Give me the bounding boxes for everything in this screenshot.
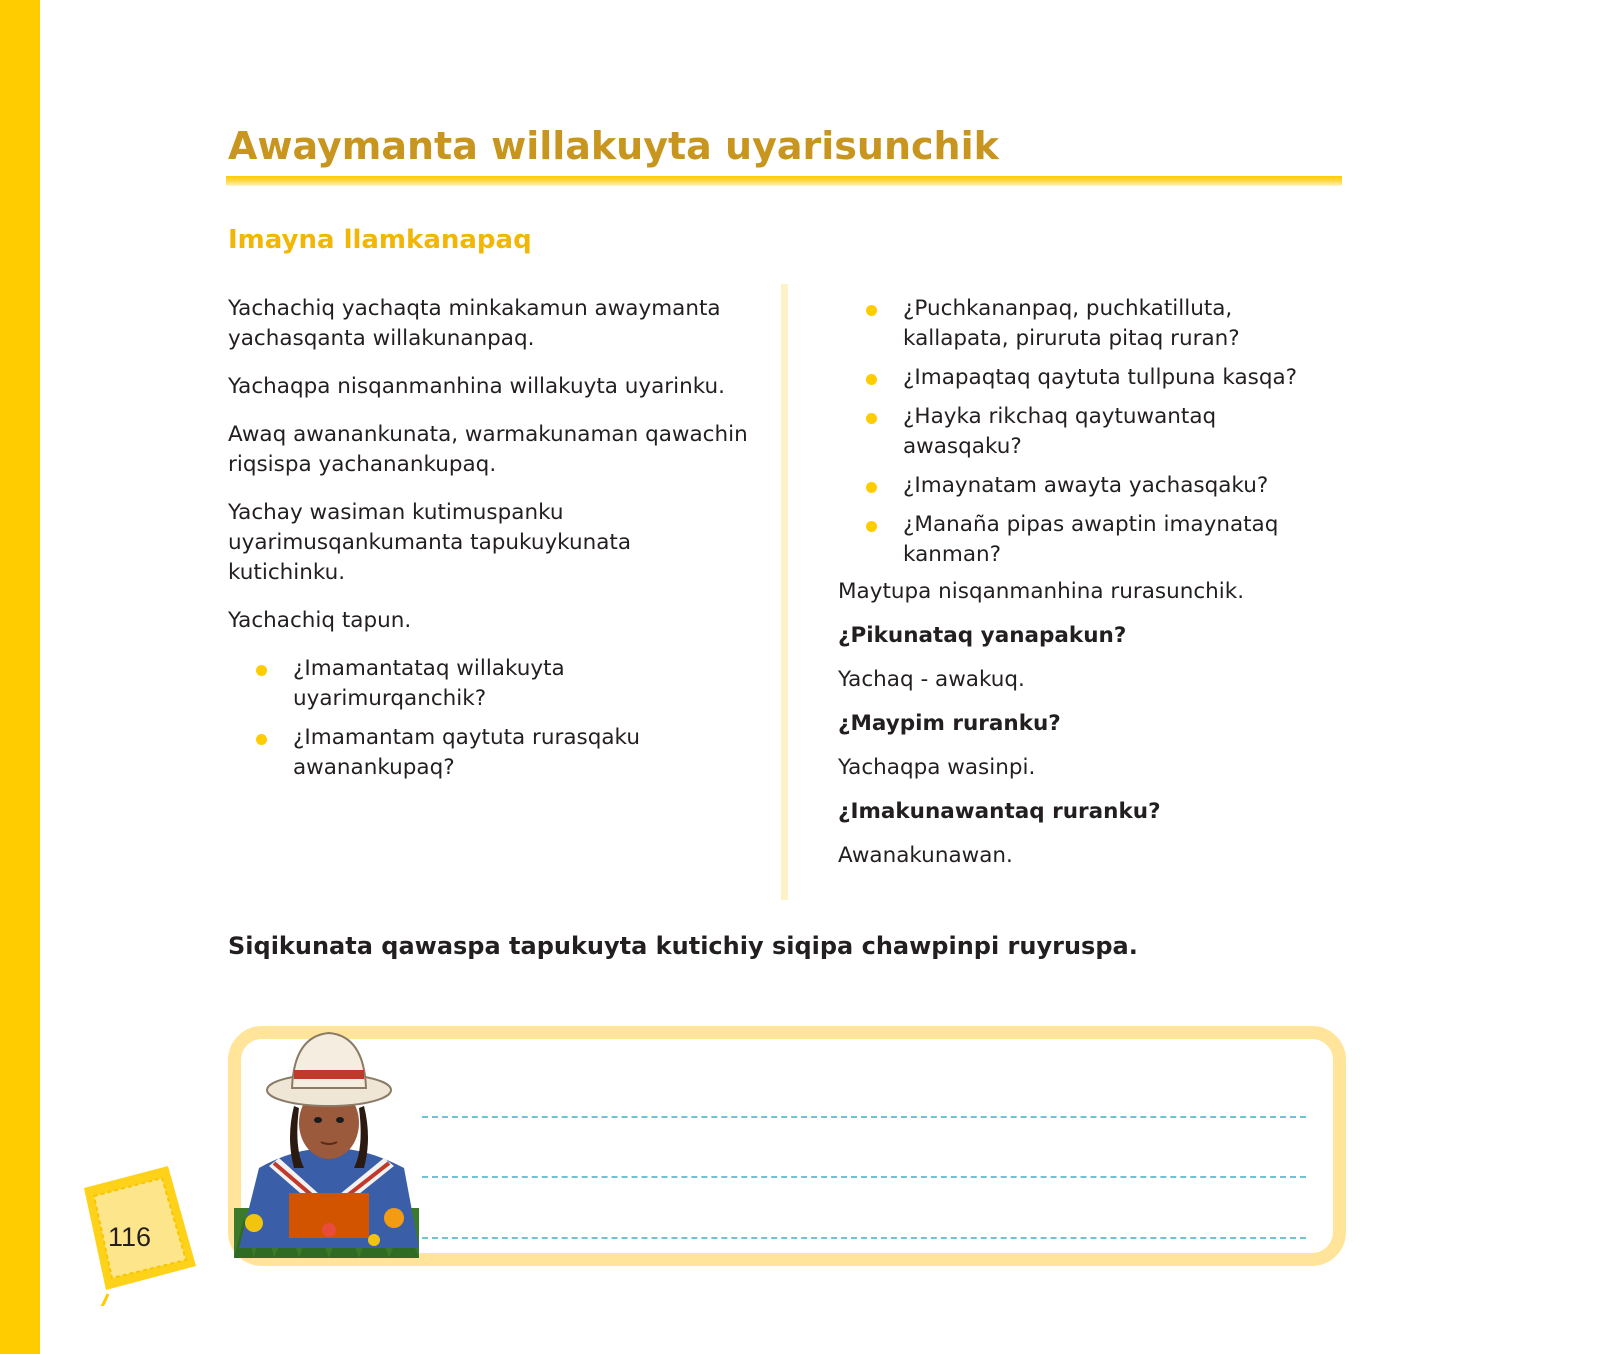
paragraph: Maytupa nisqanmanhina rurasunchik.	[838, 579, 1245, 604]
list-item	[293, 654, 748, 714]
bullet-dot-icon	[866, 305, 877, 316]
title-underline	[226, 176, 1342, 186]
question-heading: ¿Imakunawantaq ruranku?	[838, 799, 1161, 824]
page-number: 116	[108, 1222, 152, 1252]
paragraph: Yachaqpa nisqanmanhina willakuyta uyarinku.	[228, 374, 725, 399]
instruction-text: Siqikunata qawaspa tapukuyta kutichiy siqipa chawpinpi ruyruspa.	[228, 932, 1138, 960]
column-divider	[781, 284, 788, 900]
page-title: Awaymanta willakuyta uyarisunchik	[228, 124, 999, 168]
list-item	[903, 510, 1338, 570]
answer-text: Awanakunawan.	[838, 843, 1013, 868]
bullet-dot-icon	[256, 734, 267, 745]
paragraph: Yachay wasiman kutimuspanku uyarimusqankumanta tapukuykunata kutichinku.	[228, 500, 631, 585]
list-item	[903, 294, 1338, 354]
answer-line-2[interactable]	[422, 1176, 1306, 1178]
question-list	[903, 294, 1338, 570]
eye-right	[336, 1117, 344, 1123]
list-item	[903, 402, 1338, 462]
list-item-text: ¿Manaña pipas awaptin imaynataq kanman?	[903, 512, 1279, 567]
list-item-text: ¿Imamantam qaytuta rurasqaku awanankupaq?	[293, 725, 640, 780]
girl-in-hat-illustration	[234, 1018, 424, 1258]
answer-text: Yachaqpa wasinpi.	[838, 755, 1036, 780]
hat-band	[294, 1070, 364, 1079]
eye-left	[314, 1117, 322, 1123]
list-item-text: ¿Hayka rikchaq qaytuwantaq awasqaku?	[903, 404, 1217, 459]
list-item	[293, 723, 748, 783]
right-column	[838, 294, 1338, 885]
section-subtitle: Imayna llamkanapaq	[228, 225, 532, 255]
bullet-dot-icon	[866, 374, 877, 385]
question-list	[293, 654, 748, 783]
list-item-text: ¿Imapaqtaq qaytuta tullpuna kasqa?	[903, 365, 1298, 390]
left-yellow-margin-bar	[0, 0, 40, 1354]
list-item-text: ¿Imaynatam awayta yachasqaku?	[903, 473, 1269, 498]
list-item-text: ¿Puchkananpaq, puchkatilluta, kallapata, piruruta pitaq ruran?	[903, 296, 1240, 351]
answer-line-1[interactable]	[422, 1116, 1306, 1118]
bullet-dot-icon	[866, 521, 877, 532]
answer-text: Yachaq - awakuq.	[838, 667, 1025, 692]
bullet-dot-icon	[866, 413, 877, 424]
left-column	[228, 294, 748, 792]
badge-string	[76, 1294, 108, 1306]
flower	[384, 1208, 404, 1228]
flower	[245, 1214, 263, 1232]
paragraph: Awaq awanankunata, warmakunaman qawachin riqsispa yachanankupaq.	[228, 422, 748, 477]
bullet-dot-icon	[256, 665, 267, 676]
question-heading: ¿Maypim ruranku?	[838, 711, 1061, 736]
list-item	[903, 471, 1338, 501]
flower	[368, 1234, 380, 1246]
question-heading: ¿Pikunataq yanapakun?	[838, 623, 1127, 648]
paragraph: Yachachiq yachaqta minkakamun awaymanta yachasqanta willakunanpaq.	[228, 296, 721, 351]
list-item-text: ¿Imamantataq willakuyta uyarimurqanchik?	[293, 656, 565, 711]
flower	[322, 1223, 336, 1237]
bullet-dot-icon	[866, 482, 877, 493]
list-item	[903, 363, 1338, 393]
hat-crown	[292, 1033, 366, 1088]
paragraph: Yachachiq tapun.	[228, 608, 412, 633]
answer-line-3[interactable]	[422, 1237, 1306, 1239]
